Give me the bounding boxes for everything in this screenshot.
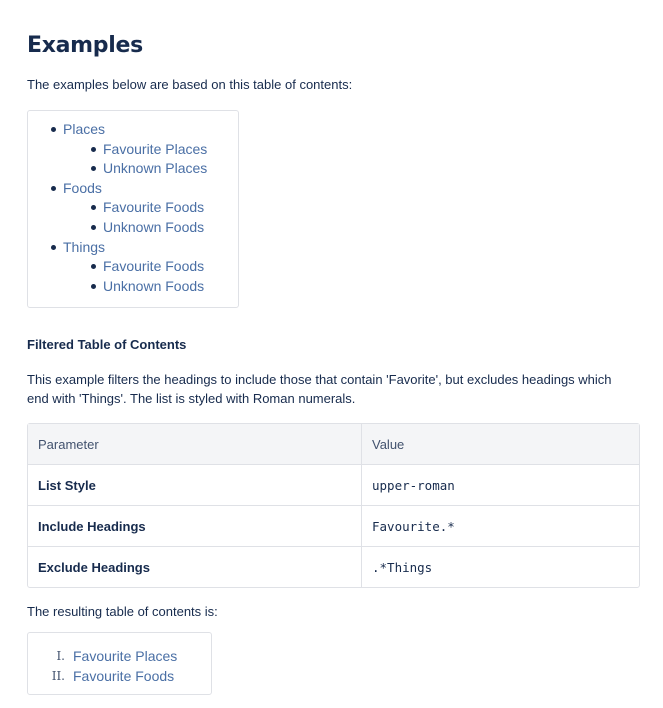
column-header-parameter: Parameter <box>28 424 362 465</box>
table-row <box>28 547 639 587</box>
toc-link-unknown-foods[interactable]: Unknown Foods <box>103 218 205 235</box>
toc-item-foods <box>28 179 238 238</box>
toc-link-foods[interactable]: Foods <box>63 179 102 196</box>
toc-item-places <box>28 120 238 179</box>
toc-subitem <box>63 218 238 238</box>
table-header-row <box>28 424 639 465</box>
column-header-value: Value <box>362 424 639 465</box>
toc-subitem <box>63 198 238 218</box>
roman-numeral: II. <box>51 669 65 684</box>
table-row <box>28 506 639 547</box>
result-toc <box>27 632 212 695</box>
table-row <box>28 465 639 506</box>
result-toc-item <box>28 666 211 686</box>
param-value: upper-roman <box>362 465 639 506</box>
parameter-table <box>27 423 640 588</box>
param-name: Exclude Headings <box>28 547 362 587</box>
page-heading: Examples <box>27 33 143 58</box>
result-label: The resulting table of contents is: <box>27 604 218 620</box>
result-link-favourite-places[interactable]: Favourite Places <box>73 648 178 665</box>
section-title: Filtered Table of Contents <box>27 337 187 353</box>
toc-link-favourite-foods[interactable]: Favourite Foods <box>103 199 205 216</box>
param-value: .*Things <box>372 559 433 575</box>
param-name: List Style <box>28 465 362 506</box>
toc-link-things-favourite-foods[interactable]: Favourite Foods <box>103 258 205 275</box>
toc-subitem <box>63 140 238 160</box>
result-link-favourite-foods[interactable]: Favourite Foods <box>73 668 175 685</box>
toc-subitem <box>63 277 238 297</box>
section-description: This example filters the headings to include those that contain 'Favorite', but excludes headings which end with 'Things'. The list is styled with Roman numerals. <box>27 372 612 407</box>
toc-subitem <box>63 257 238 277</box>
toc-link-places[interactable]: Places <box>63 121 106 137</box>
example-toc <box>27 110 239 308</box>
toc-link-unknown-places[interactable]: Unknown Places <box>103 160 208 177</box>
toc-link-things[interactable]: Things <box>63 238 106 255</box>
result-toc-item <box>28 646 211 666</box>
toc-link-things-unknown-foods[interactable]: Unknown Foods <box>103 277 205 294</box>
toc-item-things <box>28 238 238 297</box>
param-value: Favourite.* <box>362 506 639 547</box>
toc-subitem <box>63 159 238 179</box>
param-name: Include Headings <box>28 506 362 547</box>
roman-numeral: I. <box>56 649 65 664</box>
toc-link-favourite-places[interactable]: Favourite Places <box>103 140 208 157</box>
intro-text: The examples below are based on this table of contents: <box>27 77 353 92</box>
